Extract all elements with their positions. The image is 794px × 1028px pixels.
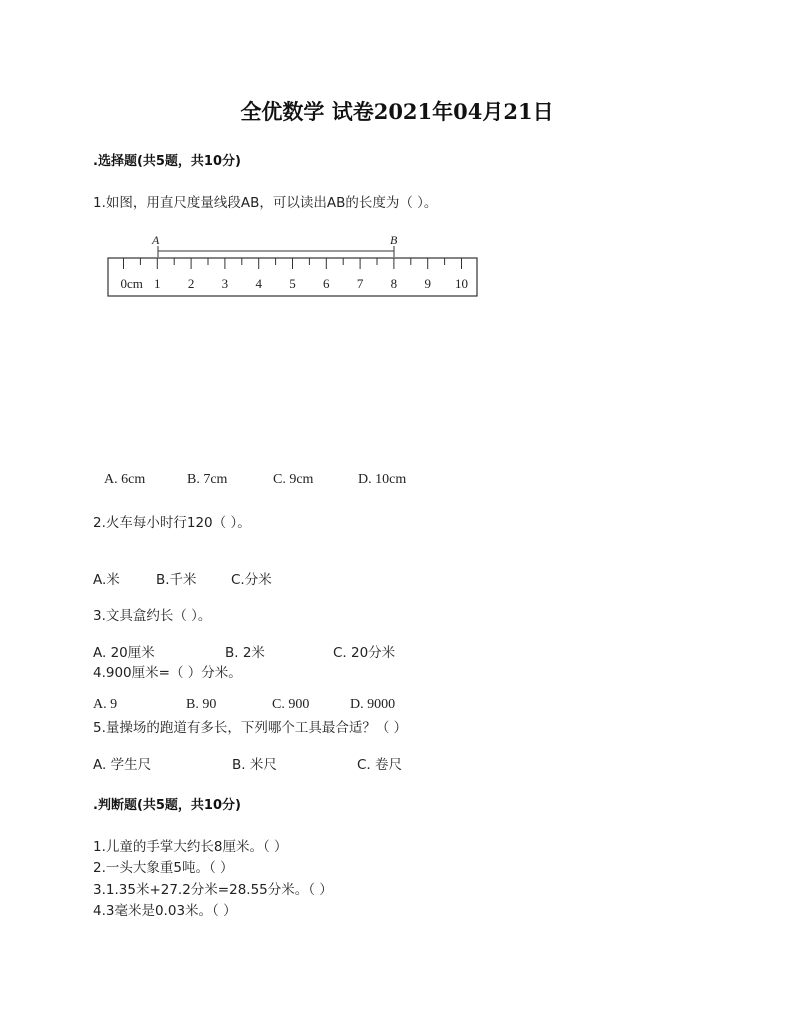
q5-option-b: B. 米尺	[232, 757, 277, 773]
question-2-text: 2.火车每小时行120（ ）。	[93, 515, 251, 531]
q3-option-a: A. 20厘米	[93, 645, 155, 661]
point-b-label: B	[390, 233, 398, 247]
ruler-tick-label: 2	[187, 276, 195, 291]
q1-option-c: C. 9cm	[273, 472, 314, 487]
page-title: 全优数学 试卷2021年04月21日	[240, 99, 554, 124]
question-5-text: 5.量操场的跑道有多长，下列哪个工具最合适？（ ）	[93, 720, 408, 736]
question-4-text: 4.900厘米=（ ）分米。	[93, 665, 242, 681]
ruler-tick-label: 0cm	[120, 276, 143, 291]
q5-option-c: C. 卷尺	[357, 757, 403, 773]
ruler-tick-label: 4	[255, 276, 262, 291]
ruler-tick-label: 5	[289, 276, 296, 291]
q1-option-b: B. 7cm	[187, 472, 228, 487]
q5-option-a: A. 学生尺	[93, 757, 152, 773]
ruler-tick-label: 10	[455, 276, 468, 291]
point-a-label: A	[152, 233, 160, 247]
q2-option-a: A.米	[93, 572, 120, 588]
ruler-tick-label: 7	[356, 276, 364, 291]
judgment-1-text: 1.儿童的手掌大约长8厘米。（ ）	[93, 839, 288, 855]
section-heading-choice: .选择题(共5题，共10分)	[93, 154, 241, 169]
q2-option-b: B.千米	[156, 572, 197, 588]
ruler-tick-label: 1	[154, 276, 161, 291]
q3-option-b: B. 2米	[225, 645, 265, 661]
ruler-tick-label: 8	[390, 276, 398, 291]
q2-option-c: C.分米	[231, 572, 272, 588]
q4-option-b: B. 90	[186, 697, 217, 712]
judgment-3-text: 3.1.35米+27.2分米=28.55分米。（ ）	[93, 882, 333, 898]
judgment-4-text: 4.3毫米是0.03米。（ ）	[93, 903, 237, 919]
q4-option-c: C. 900	[272, 697, 310, 712]
question-1-text: 1.如图，用直尺度量线段AB，可以读出AB的长度为（ ）。	[93, 195, 438, 211]
q4-option-d: D. 9000	[350, 697, 396, 712]
question-3-text: 3.文具盒约长（ ）。	[93, 608, 212, 624]
ruler-tick-label: 3	[221, 276, 229, 291]
ruler-figure	[100, 224, 485, 304]
q3-option-c: C. 20分米	[333, 645, 396, 661]
section-heading-judgment: .判断题(共5题，共10分)	[93, 798, 241, 813]
ruler-tick-label: 6	[323, 276, 330, 291]
q4-option-a: A. 9	[93, 697, 118, 712]
ruler-tick-label: 9	[424, 276, 431, 291]
judgment-2-text: 2.一头大象重5吨。（ ）	[93, 860, 234, 876]
q1-option-d: D. 10cm	[358, 472, 407, 487]
q1-option-a: A. 6cm	[104, 472, 146, 487]
